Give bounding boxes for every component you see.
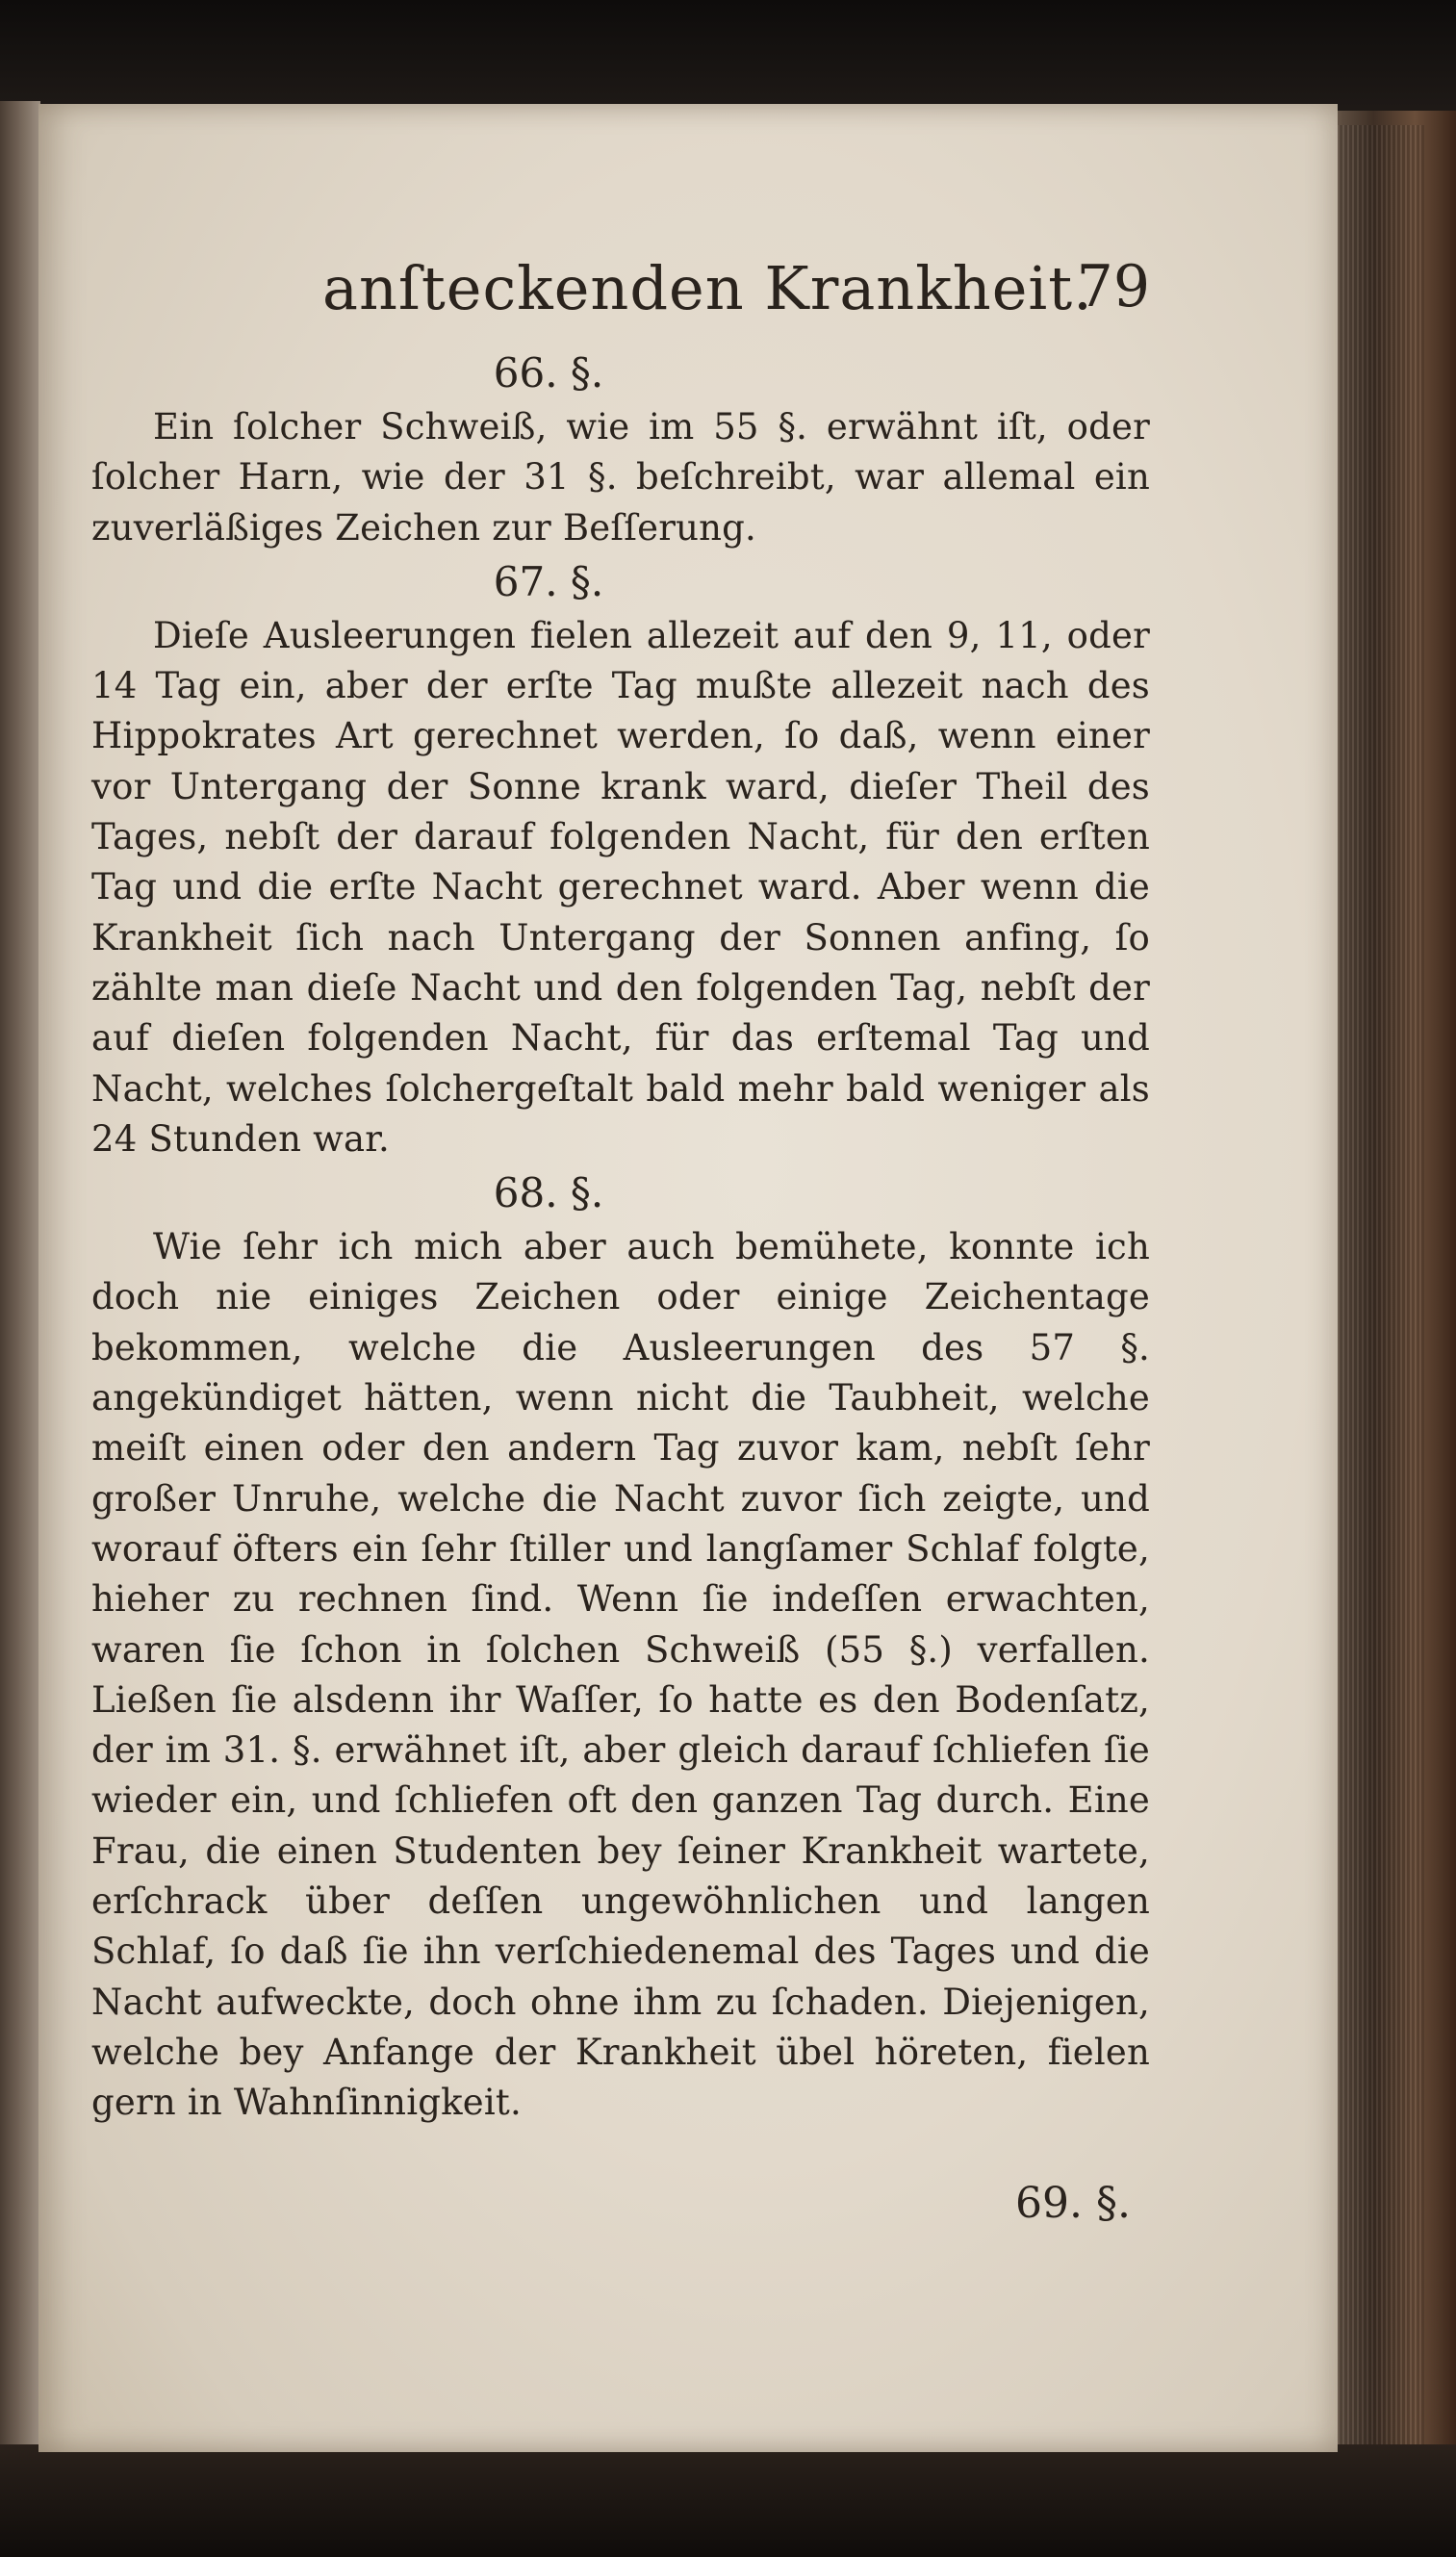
left-page-edge (0, 101, 40, 2468)
section-heading-68: 68. §. (493, 1169, 604, 1217)
running-title: anſteckenden Krankheit. (322, 253, 1093, 323)
background-top (0, 0, 1456, 115)
section-heading-67: 67. §. (493, 557, 604, 605)
page-text-block (91, 253, 1150, 2228)
page-number: 79 (1076, 253, 1150, 320)
book-page (38, 104, 1338, 2452)
page-block-edges (1333, 125, 1424, 2444)
running-head (91, 253, 1150, 345)
section-paragraph-67: Dieſe Ausleerungen fielen allezeit auf den 9, 11, oder 14 Tag ein, aber der erſte Tag mußte allezeit nach des Hippokrates Art gerechnet werden, ſo daß, wenn einer vor Untergang der Sonne krank ward, dieſer Theil des Tages, nebſt der darauf folgenden Nacht, für den erſten Tag und die erſte Nacht gerechnet ward. Aber wenn die Krankheit ſich nach Untergang der Sonnen anfing, ſo zählte man dieſe Nacht und den folgenden Tag, nebſt der auf dieſen folgenden Nacht, für das erſtemal Tag und Nacht, welches ſolchergeſtalt bald mehr bald weniger als 24 Stunden war. (91, 614, 1150, 1160)
section-paragraph-68: Wie ſehr ich mich aber auch bemühete, konnte ich doch nie einiges Zeichen oder einige Zeichentage bekommen, welche die Ausleerungen des 57 §. angekündiget hätten, wenn nicht die Taubheit, welche meiſt einen oder den andern Tag zuvor kam, nebſt ſehr großer Unruhe, welche die Nacht zuvor ſich zeigte, und worauf öfters ein ſehr ſtiller und langſamer Schlaf folgte, hieher zu rechnen ſind. Wenn ſie indeſſen erwachten, waren ſie ſchon in ſolchen Schweiß (55 §.) verfallen. Ließen ſie alsdenn ihr Waſſer, ſo hatte es den Bodenſatz, der im 31. §. erwähnet iſt, aber gleich darauf ſchliefen ſie wieder ein, und ſchliefen oft den ganzen Tag durch. Eine Frau, die einen Studenten bey ſeiner Krankheit wartete, erſchrack über deſſen ungewöhnlichen und langen Schlaf, ſo daß ſie ihn verſchiedenemal des Tages und die Nacht aufweckte, doch ohne ihm zu ſchaden. Diejenigen, welche bey Anfange der Krankheit übel höreten, fielen gern in Wahnſinnigkeit. (91, 1226, 1150, 2124)
catchword: 69. §. (1015, 2178, 1131, 2228)
background-bottom (0, 2444, 1456, 2557)
section-paragraph-66: Ein ſolcher Schweiß, wie im 55 §. erwähnt iſt, oder ſolcher Harn, wie der 31 §. beſchreibt, war allemal ein zuverläßiges Zeichen zur Beſſerung. (91, 406, 1150, 549)
section-heading-66: 66. §. (493, 349, 604, 396)
